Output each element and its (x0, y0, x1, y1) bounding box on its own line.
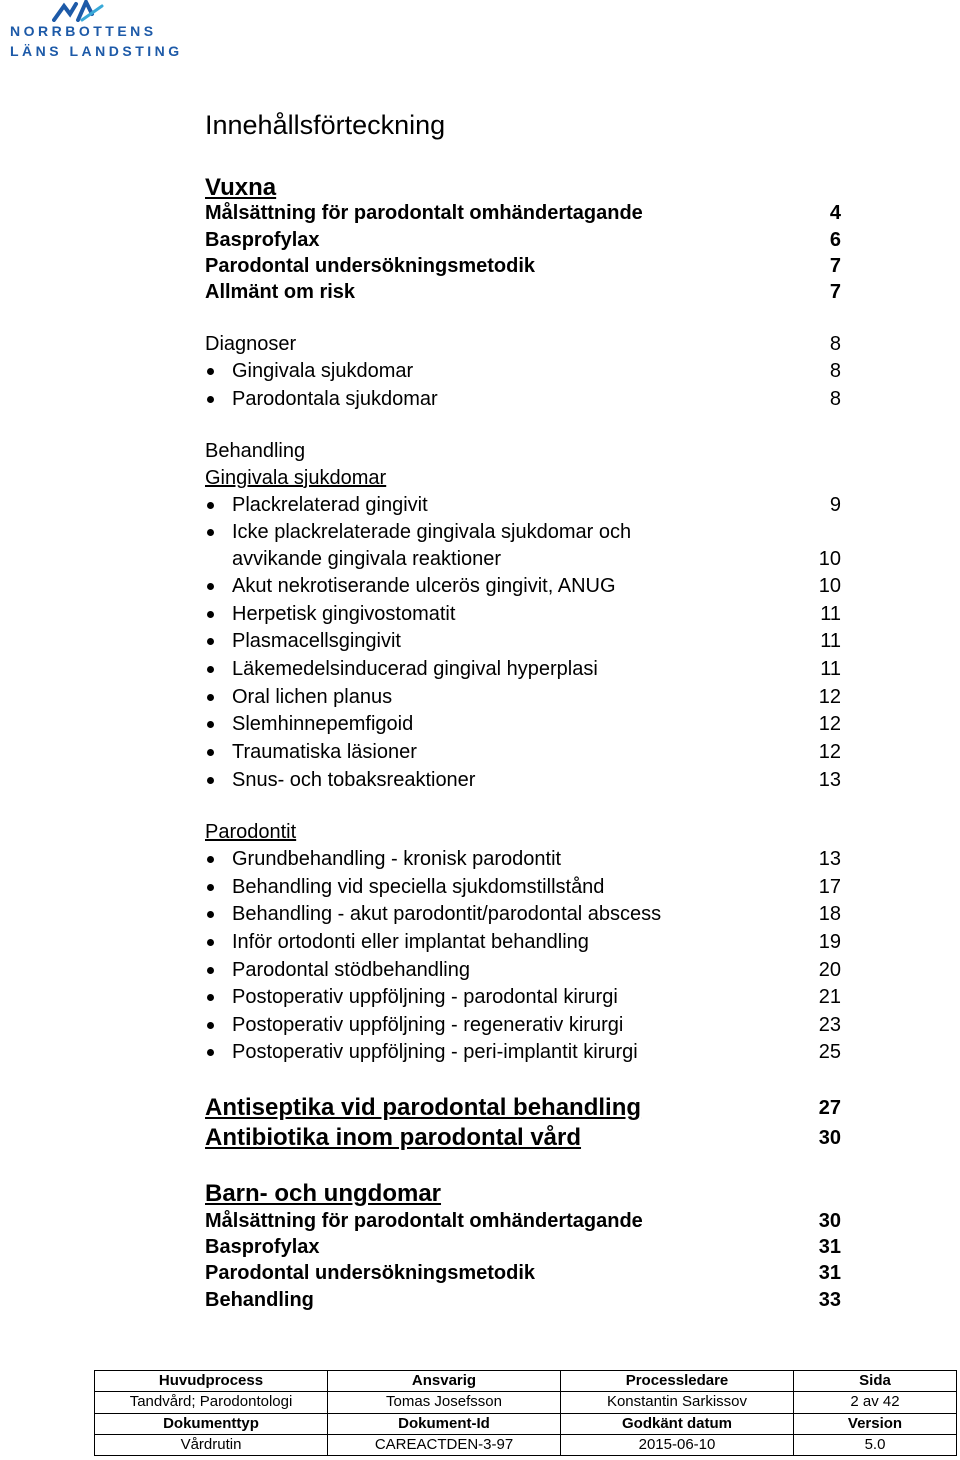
section-heading-text: Behandling (205, 440, 306, 462)
toc-entry[interactable] (205, 386, 841, 413)
toc-entry-page: 7 (829, 255, 841, 277)
logo-text-line1: NORRBOTTENS (10, 23, 157, 39)
toc-entry-text: Parodontala sjukdomar (232, 388, 438, 410)
subsection-parodontit-heading (205, 819, 841, 846)
toc-entry-page: 11 (820, 630, 841, 652)
footer-value: Konstantin Sarkissov (561, 1392, 794, 1413)
toc-entry[interactable] (205, 200, 841, 227)
toc-entry[interactable] (205, 227, 841, 254)
toc-entry-text: Basprofylax (205, 1236, 320, 1258)
toc-entry-text: Allmänt om risk (205, 281, 356, 303)
footer-label: Huvudprocess (95, 1371, 328, 1392)
footer-value: CAREACTDEN-3-97 (328, 1434, 561, 1455)
toc-entry-text: Läkemedelsinducerad gingival hyperplasi (232, 658, 598, 680)
toc-entry-text: Behandling - akut parodontit/parodontal abscess (232, 903, 662, 925)
bullet-icon (207, 694, 214, 701)
toc-entry-page: 11 (820, 603, 841, 625)
toc-entry[interactable] (205, 1287, 841, 1314)
toc-entry-page: 8 (829, 388, 841, 410)
footer-value: 5.0 (794, 1434, 957, 1455)
bullet-icon (207, 911, 214, 918)
toc-entry-text: Plasmacellsgingivit (232, 630, 401, 652)
section-diagnoser[interactable] (205, 331, 841, 358)
toc-entry-text: Oral lichen planus (232, 686, 393, 708)
toc-entry[interactable] (205, 492, 841, 519)
toc-entry[interactable] (205, 279, 841, 306)
toc-entry-text: Antibiotika inom parodontal vård (205, 1124, 582, 1151)
organization-logo (0, 0, 183, 62)
toc-entry-text: Parodontal undersökningsmetodik (205, 1262, 536, 1284)
footer-value: Tomas Josefsson (328, 1392, 561, 1413)
toc-entry-page: 12 (818, 741, 841, 763)
footer-row (95, 1413, 957, 1434)
subsection-heading-text: Parodontit (205, 821, 297, 843)
footer-value: Vårdrutin (95, 1434, 328, 1455)
toc-entry[interactable] (205, 1234, 841, 1261)
toc-entry[interactable] (205, 984, 841, 1011)
toc-entry[interactable] (205, 1208, 841, 1235)
toc-entry-text: Postoperativ uppföljning - parodontal kirurgi (232, 986, 618, 1008)
toc-entry[interactable] (205, 358, 841, 385)
toc-entry-text: Diagnoser (205, 333, 297, 355)
footer-label: Ansvarig (328, 1371, 561, 1392)
toc-entry-page: 25 (818, 1041, 841, 1063)
toc-entry[interactable] (205, 1012, 841, 1039)
toc-entry[interactable] (205, 684, 841, 711)
toc-entry-text: Målsättning för parodontalt omhändertagande (205, 202, 643, 224)
toc-entry-text: Grundbehandling - kronisk parodontit (232, 848, 562, 870)
footer-label: Godkänt datum (561, 1413, 794, 1434)
toc-entry-page: 33 (818, 1289, 841, 1311)
logo-mark-icon (52, 0, 104, 22)
toc-entry-text: Basprofylax (205, 229, 320, 251)
toc-entry-page: 7 (829, 281, 841, 303)
toc-entry-text: Behandling vid speciella sjukdomstillstånd (232, 876, 605, 898)
footer-row (95, 1371, 957, 1392)
toc-entry-page: 31 (818, 1236, 841, 1258)
toc-entry-page: 17 (818, 876, 841, 898)
toc-entry-antiseptika[interactable] (205, 1092, 841, 1124)
toc-entry[interactable] (205, 846, 841, 873)
toc-entry-page: 23 (818, 1014, 841, 1036)
bullet-icon (207, 396, 214, 403)
bullet-icon (207, 777, 214, 784)
toc-entry-text: Målsättning för parodontalt omhändertagande (205, 1210, 643, 1232)
bullet-icon (207, 994, 214, 1001)
toc-entry-text: Antiseptika vid parodontal behandling (205, 1094, 642, 1121)
toc-entry-page: 11 (820, 658, 841, 680)
footer-value: 2015-06-10 (561, 1434, 794, 1455)
toc-entry-page: 12 (818, 713, 841, 735)
toc-entry[interactable] (205, 767, 841, 794)
toc-entry-text: avvikande gingivala reaktioner (232, 548, 502, 570)
toc-entry-continuation[interactable] (205, 546, 841, 573)
subsection-heading-text: Gingivala sjukdomar (205, 467, 387, 489)
toc-entry-antibiotika[interactable] (205, 1122, 841, 1154)
toc-entry-page: 8 (829, 360, 841, 382)
toc-entry-text: Traumatiska läsioner (232, 741, 417, 763)
toc-entry-text: Gingivala sjukdomar (232, 360, 414, 382)
toc-entry[interactable] (205, 874, 841, 901)
section-heading-text: Barn- och ungdomar (205, 1180, 442, 1207)
toc-entry[interactable] (205, 253, 841, 280)
toc-entry-text: Behandling (205, 1289, 314, 1311)
toc-entry-page: 10 (818, 575, 841, 597)
toc-entry-text: Herpetisk gingivostomatit (232, 603, 456, 625)
bullet-icon (207, 1049, 214, 1056)
toc-entry-page: 6 (829, 229, 841, 251)
toc-entry-page: 8 (829, 333, 841, 355)
bullet-icon (207, 939, 214, 946)
section-barn-heading (205, 1178, 841, 1210)
toc-entry-text: Inför ortodonti eller implantat behandling (232, 931, 589, 953)
toc-entry[interactable] (205, 656, 841, 683)
bullet-icon (207, 529, 214, 536)
toc-entry[interactable] (205, 901, 841, 928)
toc-entry-page: 13 (818, 848, 841, 870)
bullet-icon (207, 368, 214, 375)
footer-row (95, 1434, 957, 1455)
footer-label: Processledare (561, 1371, 794, 1392)
toc-entry-page: 13 (818, 769, 841, 791)
toc-entry[interactable] (205, 957, 841, 984)
footer-label: Dokument-Id (328, 1413, 561, 1434)
footer-label: Sida (794, 1371, 957, 1392)
toc-entry[interactable] (205, 929, 841, 956)
footer-value: Tandvård; Parodontologi (95, 1392, 328, 1413)
section-heading-text: Vuxna (205, 174, 277, 201)
document-footer-table (94, 1370, 957, 1456)
subsection-gingivala-heading (205, 465, 841, 492)
bullet-icon (207, 502, 214, 509)
toc-entry-text: Postoperativ uppföljning - regenerativ kirurgi (232, 1014, 624, 1036)
toc-entry-page: 20 (818, 959, 841, 981)
toc-entry-text: Postoperativ uppföljning - peri-implantit kirurgi (232, 1041, 638, 1063)
bullet-icon (207, 583, 214, 590)
toc-entry-page: 18 (818, 903, 841, 925)
toc-entry-page: 30 (818, 1127, 841, 1149)
logo-text-line2: LÄNS LANDSTING (10, 43, 183, 59)
toc-entry-text: Slemhinnepemfigoid (232, 713, 414, 735)
toc-entry-text: Parodontal stödbehandling (232, 959, 470, 981)
toc-entry-text: Parodontal undersökningsmetodik (205, 255, 536, 277)
toc-entry-page: 21 (818, 986, 841, 1008)
bullet-icon (207, 856, 214, 863)
footer-label: Dokumenttyp (95, 1413, 328, 1434)
bullet-icon (207, 638, 214, 645)
toc-entry[interactable] (205, 739, 841, 766)
toc-entry[interactable] (205, 519, 841, 546)
page-title: Innehållsförteckning (205, 110, 446, 140)
bullet-icon (207, 721, 214, 728)
bullet-icon (207, 1022, 214, 1029)
toc-entry-text: Snus- och tobaksreaktioner (232, 769, 476, 791)
toc-entry[interactable] (205, 711, 841, 738)
toc-entry-page: 27 (818, 1097, 841, 1119)
bullet-icon (207, 611, 214, 618)
toc-entry[interactable] (205, 573, 841, 600)
toc-entry-text: Plackrelaterad gingivit (232, 494, 428, 516)
toc-entry-page: 30 (818, 1210, 841, 1232)
toc-entry-page: 4 (829, 202, 841, 224)
toc-entry[interactable] (205, 601, 841, 628)
section-behandling-heading (205, 438, 841, 465)
bullet-icon (207, 967, 214, 974)
toc-entry-page: 10 (818, 548, 841, 570)
bullet-icon (207, 749, 214, 756)
toc-entry-page: 19 (818, 931, 841, 953)
toc-entry-text: Akut nekrotiserande ulcerös gingivit, ANUG (232, 575, 616, 597)
footer-label: Version (794, 1413, 957, 1434)
toc-entry[interactable] (205, 1260, 841, 1287)
toc-entry-text: Icke plackrelaterade gingivala sjukdomar och (232, 521, 632, 543)
toc-entry[interactable] (205, 628, 841, 655)
footer-row (95, 1392, 957, 1413)
bullet-icon (207, 666, 214, 673)
toc-entry-page: 9 (829, 494, 841, 516)
toc-entry-page: 12 (818, 686, 841, 708)
toc-entry-page: 31 (818, 1262, 841, 1284)
footer-value: 2 av 42 (794, 1392, 957, 1413)
toc-entry[interactable] (205, 1039, 841, 1066)
bullet-icon (207, 884, 214, 891)
